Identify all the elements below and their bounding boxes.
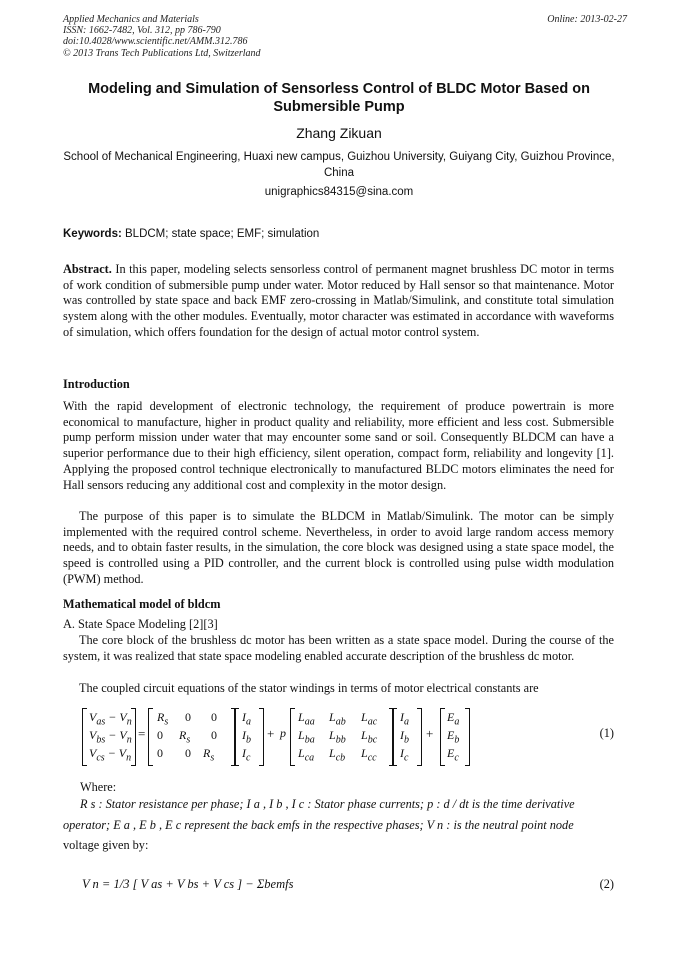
intro-paragraph-2: The purpose of this paper is to simulate the BLDCM in Matlab/Simulink. The motor can be simply implemented with the required control scheme. Nevertheless, in order to avoid large random access memory needs, and to obtain faster results, in the simulation, the core block was designed using a state space model, the speed is controlled using a PID controller, and the current block is controlled using pulse width modulation (PWM) method. [63, 509, 614, 586]
doi: doi:10.4028/www.scientific.net/AMM.312.786 [63, 36, 248, 48]
intro-heading: Introduction [63, 377, 130, 391]
intro-paragraph-1: With the rapid development of electronic technology, the requirement of produce powertrain is more economical to manufacture, higher in product quality and reliability, more efficient and less cost. Submersible pump perform mission under water that may encounter some sand or soil. Consequently BLDCM can have a superior performance due to their high efficiency, silent operation, compact form, reliability and longevity [1]. Applying the proposed control technique electronically to manufactured BLDC motors eliminates the need for Hall sensors reducing any additional cost and complexity in the motor design. [63, 399, 614, 492]
keywords-label: Keywords: [63, 228, 122, 240]
paper-title: Modeling and Simulation of Sensorless Control of BLDC Motor Based on Submersible Pump [88, 81, 590, 115]
current-vector-1: $I_a$ $I_b$ $I_c$ [234, 708, 264, 766]
abstract-text: In this paper, modeling selects sensorless control of permanent magnet brushless DC motor in terms of work condition of submersible pump under water. Motor reduced by Hall sensor so that maintenance. Motor was controlled by state space and back EMF zero-crossing in Matlab/Simulink, and constitute total simulation system along with the other modules. Eventually, motor character was estimated in accordance with waveforms of simulation, which offers foundation for the design of actual motor control system. [63, 262, 614, 339]
abstract-label: Abstract. [63, 262, 112, 276]
equation-2-number: (2) [599, 877, 614, 891]
emf-vector: $E_a$ $E_b$ $E_c$ [440, 708, 470, 766]
equation-2: V n = 1/3 [ V as + V bs + V cs ] − Σbemfs [82, 877, 294, 891]
equation-1-number: (1) [599, 726, 614, 740]
where-label: Where: [80, 780, 117, 794]
voltage-vector: $V_{as} - V_n$ $V_{bs} - V_n$ $V_{cs} - V_n$ [82, 708, 136, 766]
journal-name: Applied Mechanics and Materials [63, 14, 199, 25]
keywords [63, 228, 319, 240]
email[interactable]: unigraphics84315@sina.com [264, 186, 414, 198]
affiliation: School of Mechanical Engineering, Huaxi new campus, Guizhou University, Guiyang City, Guizhou Province, China [63, 151, 615, 179]
model-paragraph-2: The coupled circuit equations of the stator windings in terms of motor electrical constants are [79, 681, 539, 695]
online-date: Online: 2013-02-27 [547, 14, 627, 25]
model-paragraph-1: The core block of the brushless dc motor has been written as a state space model. During the course of the system, it was realized that state space modeling enabled accurate description of the brushless dc motor. [63, 633, 614, 663]
journal-header [63, 14, 627, 59]
definitions-line-2: operator; E a , E b , E c represent the back emfs in the respective phases; V n : is the neutral point node [63, 818, 574, 832]
abstract [63, 262, 614, 341]
resistance-matrix: $R_s$ 0 0 0 $R_s$ 0 0 0 $R_s$ [148, 708, 236, 766]
keywords-text: BLDCM; state space; EMF; simulation [125, 228, 320, 240]
author: Zhang Zikuan [296, 125, 382, 141]
subsection-heading: A. State Space Modeling [2][3] [63, 617, 218, 631]
copyright: © 2013 Trans Tech Publications Ltd, Switzerland [63, 47, 261, 59]
inductance-matrix: $L_{aa}$ $L_{ab}$ $L_{ac}$ $L_{ba}$ $L_{bb}$ $L_{bc}$ $L_{ca}$ $L_{cb}$ $L_{cc}$ [290, 708, 394, 766]
issn: ISSN: 1662-7482, Vol. 312, pp 786-790 [63, 25, 221, 37]
current-vector-2: $I_a$ $I_b$ $I_c$ [392, 708, 422, 766]
model-heading: Mathematical model of bldcm [63, 597, 221, 611]
definitions-line-1: R s : Stator resistance per phase; I a , I b , I c : Stator phase currents; p : d / dt is the time derivative [80, 797, 575, 811]
definitions-line-3: voltage given by: [63, 838, 149, 852]
